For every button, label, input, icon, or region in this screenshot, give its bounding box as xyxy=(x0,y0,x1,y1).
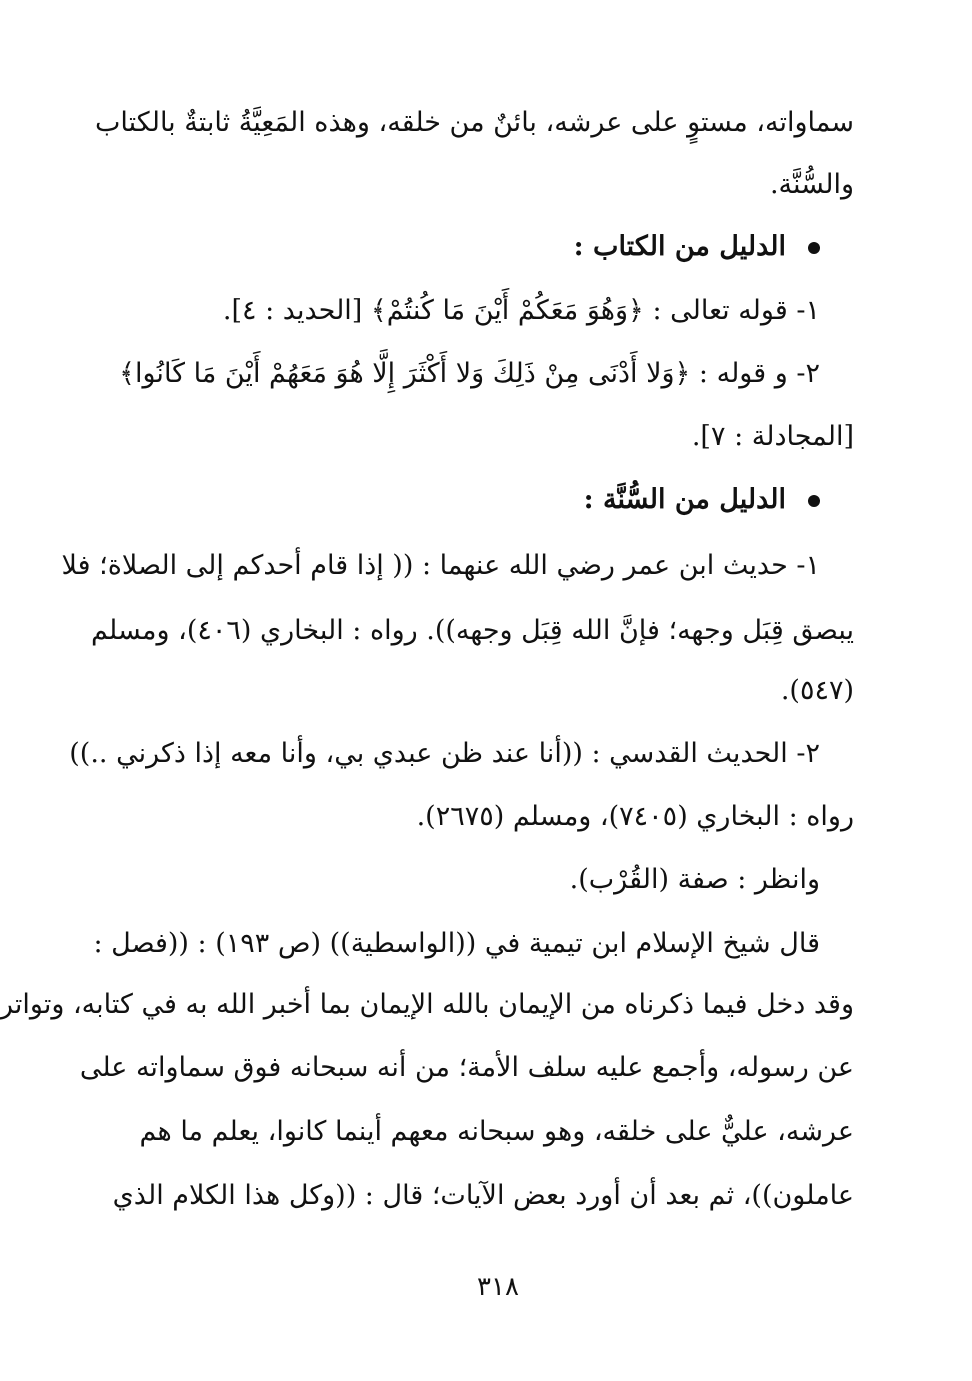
book-evidence-item-1: ١- قوله تعالى : ﴿وَهُوَ مَعَكُمْ أَيْنَ مَا كُنتُمْ﴾ [الحديد : ٤]. xyxy=(222,295,820,326)
sunnah-evidence-heading-text: الدليل من السُّنَّة : xyxy=(583,484,786,515)
sunnah-evidence-item-1-line-1: ١- حديث ابن عمر رضي الله عنهما : (( إذا قام أحدكم إلى الصلاة؛ فلا xyxy=(61,550,820,581)
bullet-icon xyxy=(808,242,820,254)
paragraph-1-line-1: سماواته، مستوٍ على عرشه، بائنٌ من خلقه، وهذه المَعِيَّةُ ثابتةٌ بالكتاب xyxy=(95,107,854,138)
book-evidence-heading-text: الدليل من الكتاب : xyxy=(573,231,786,262)
sunnah-evidence-heading xyxy=(140,471,854,529)
book-evidence-item-2-line-2: [المجادلة : ٧]. xyxy=(691,421,854,452)
page-number: ٣١٨ xyxy=(477,1272,519,1302)
bullet-icon xyxy=(808,495,820,507)
quote-paragraph-line-5: عاملون))، ثم بعد أن أورد بعض الآيات؛ قال : ((وكل هذا الكلام الذي xyxy=(112,1180,854,1211)
paragraph-1-line-2: والسُّنَّة. xyxy=(769,169,854,200)
quote-paragraph-line-2: وقد دخل فيما ذكرناه من الإيمان بالله الإيمان بما أخبر الله به في كتابه، وتواتر xyxy=(0,989,854,1020)
sunnah-evidence-item-2-line-2: رواه : البخاري (٧٤٠٥)، ومسلم (٢٦٧٥). xyxy=(416,801,854,832)
quote-paragraph-line-1: قال شيخ الإسلام ابن تيمية في ((الواسطية)) (ص ١٩٣) : ((فصل : xyxy=(93,928,820,959)
sunnah-evidence-item-1-line-2: يبصق قِبَل وجهه؛ فإنَّ الله قِبَل وجهه)). رواه : البخاري (٤٠٦)، ومسلم xyxy=(91,615,854,646)
book-evidence-item-2-line-1: ٢- و قوله : ﴿وَلا أَدْنَى مِنْ ذَلِكَ وَلا أَكْثَرَ إِلَّا هُوَ مَعَهُمْ أَيْنَ مَا كَانُوا﴾ xyxy=(119,358,820,389)
sunnah-evidence-item-1-line-3: (٥٤٧). xyxy=(780,675,854,706)
quote-paragraph-line-4: عرشه، عليٌّ على خلقه، وهو سبحانه معهم أينما كانوا، يعلم ما هم xyxy=(139,1116,854,1147)
see-also-note: وانظر : صفة (القُرْب). xyxy=(569,864,820,895)
book-evidence-heading xyxy=(140,218,854,276)
quote-paragraph-line-3: عن رسوله، وأجمع عليه سلف الأمة؛ من أنه سبحانه فوق سماواته على xyxy=(79,1052,854,1083)
sunnah-evidence-item-2-line-1: ٢- الحديث القدسي : ((أنا عند ظن عبدي بي، وأنا معه إذا ذكرني ..)) xyxy=(69,738,820,769)
